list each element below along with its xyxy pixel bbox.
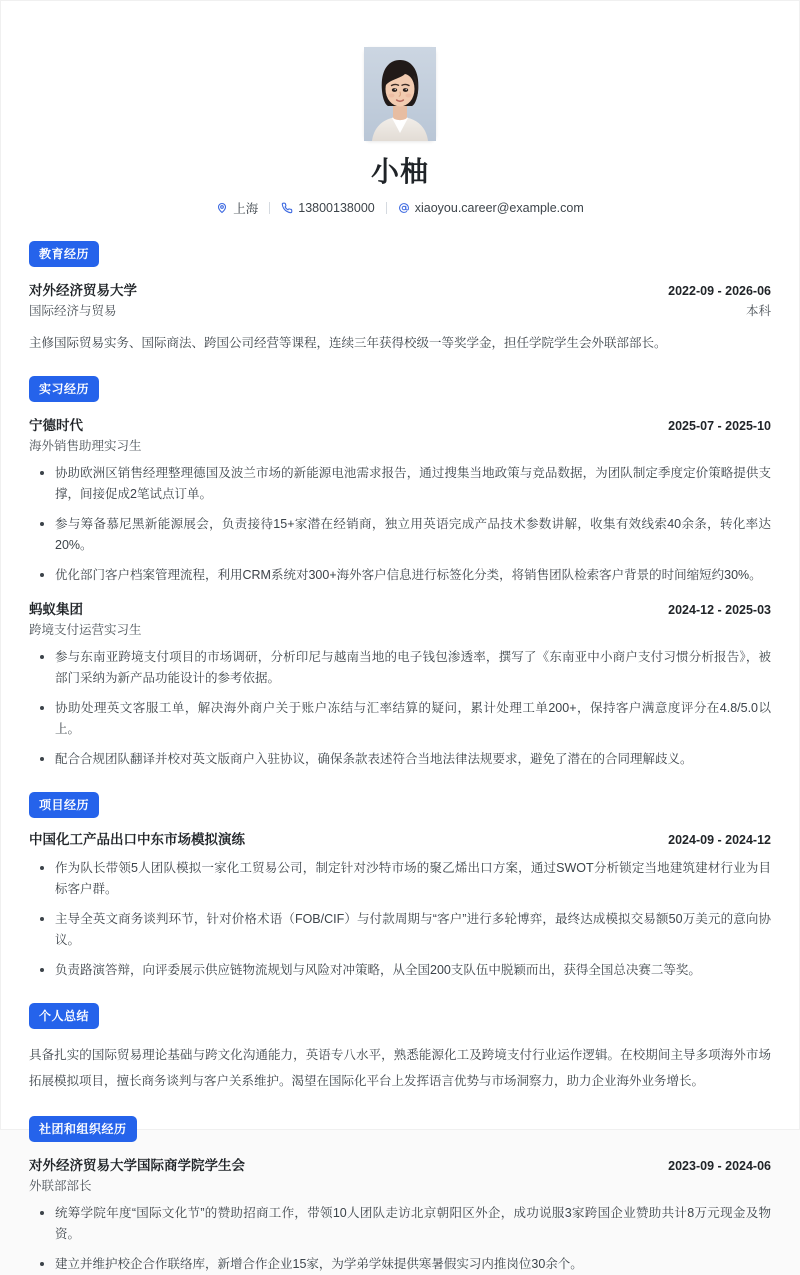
section-organizations <box>29 1116 771 1275</box>
contact-email-text: xiaoyou.career@example.com <box>414 201 584 215</box>
list-item: 参与筹备慕尼黑新能源展会，负责接待15+家潜在经销商，独立用英语完成产品技术参数讲解，收集有效线索40余条，转化率达20%。 <box>29 514 771 556</box>
list-item: 负责路演答辩，向评委展示供应链物流规划与风险对冲策略，从全国200支队伍中脱颖而出，获得全国总决赛二等奖。 <box>29 960 771 981</box>
entry-sub <box>29 1177 771 1195</box>
section-badge-education: 教育经历 <box>29 241 99 267</box>
entry-date: 2024-09 - 2024-12 <box>668 833 771 847</box>
email-at-icon <box>398 202 410 214</box>
entry-role: 国际经济与贸易 <box>29 304 117 318</box>
list-item: 建立并维护校企合作联络库，新增合作企业15家，为学弟学妹提供寒暑假实习内推岗位30余个。 <box>29 1254 771 1275</box>
candidate-name: 小柚 <box>370 156 429 187</box>
entry-role: 海外销售助理实习生 <box>29 439 142 453</box>
entry-head <box>29 281 771 301</box>
entry-role: 跨境支付运营实习生 <box>29 623 142 637</box>
resume-header <box>29 1 771 217</box>
list-item: 协助处理英文客服工单，解决海外商户关于账户冻结与汇率结算的疑问，累计处理工单200+，保持客户满意度评分在4.8/5.0以上。 <box>29 698 771 740</box>
entry-date: 2023-09 - 2024-06 <box>668 1159 771 1173</box>
list-item: 统筹学院年度“国际文化节”的赞助招商工作，带领10人团队走访北京朝阳区外企，成功说服3家跨国企业赞助共计8万元现金及物资。 <box>29 1203 771 1245</box>
avatar-wrapper <box>29 47 771 141</box>
entry-project-0 <box>29 830 771 981</box>
list-item: 优化部门客户档案管理流程，利用CRM系统对300+海外客户信息进行标签化分类，将销售团队检索客户背景的时间缩短约30%。 <box>29 565 771 586</box>
list-item: 主导全英文商务谈判环节，针对价格术语（FOB/CIF）与付款周期与“客户”进行多轮博弈，最终达成模拟交易额50万美元的意向协议。 <box>29 909 771 951</box>
section-badge-internship: 实习经历 <box>29 376 99 402</box>
section-summary <box>29 1003 771 1094</box>
entry-internship-1 <box>29 600 771 770</box>
contact-location-text: 上海 <box>233 202 259 216</box>
entry-title: 中国化工产品出口中东市场模拟演练 <box>29 832 245 847</box>
avatar <box>364 47 436 141</box>
bullet-list <box>29 1203 771 1275</box>
section-projects <box>29 792 771 981</box>
entry-head <box>29 1156 771 1176</box>
section-badge-projects: 项目经历 <box>29 792 99 818</box>
entry-internship-0 <box>29 416 771 586</box>
contact-row <box>29 199 771 217</box>
entry-date: 2025-07 - 2025-10 <box>668 419 771 433</box>
entry-sub <box>29 621 771 639</box>
contact-phone <box>270 201 385 215</box>
section-internship <box>29 376 771 770</box>
phone-icon <box>281 202 293 214</box>
entry-sub <box>29 302 771 320</box>
entry-head <box>29 416 771 436</box>
list-item: 配合合规团队翻译并校对英文版商户入驻协议，确保条款表述符合当地法律法规要求，避免了潜在的合同理解歧义。 <box>29 749 771 770</box>
list-item: 协助欧洲区销售经理整理德国及波兰市场的新能源电池需求报告，通过搜集当地政策与竞品数据，为团队制定季度定价策略提供支撑，间接促成2笔试点订单。 <box>29 463 771 505</box>
contact-location <box>205 199 269 217</box>
entry-title: 对外经济贸易大学 <box>29 283 137 298</box>
entry-paragraph: 主修国际贸易实务、国际商法、跨国公司经营等课程，连续三年获得校级一等奖学金，担任学院学生会外联部部长。 <box>29 336 667 350</box>
entry-date: 2022-09 - 2026-06 <box>668 284 771 298</box>
entry-title: 对外经济贸易大学国际商学院学生会 <box>29 1158 245 1173</box>
list-item: 参与东南亚跨境支付项目的市场调研，分析印尼与越南当地的电子钱包渗透率，撰写了《东南亚中小商户支付习惯分析报告》，被部门采纳为新产品功能设计的参考依据。 <box>29 647 771 689</box>
list-item: 作为队长带领5人团队模拟一家化工贸易公司，制定针对沙特市场的聚乙烯出口方案，通过SWOT分析锁定当地建筑建材行业为目标客户群。 <box>29 858 771 900</box>
section-badge-summary: 个人总结 <box>29 1003 99 1029</box>
location-pin-icon <box>216 202 228 214</box>
bullet-list <box>29 647 771 770</box>
summary-paragraph: 具备扎实的国际贸易理论基础与跨文化沟通能力，英语专八水平，熟悉能源化工及跨境支付行业运作逻辑。在校期间主导多项海外市场拓展模拟项目，擅长商务谈判与客户关系维护。渴望在国际化平台上发挥语言优势与市场洞察力，助力企业海外业务增长。 <box>29 1048 771 1088</box>
bullet-list <box>29 463 771 586</box>
section-badge-organizations: 社团和组织经历 <box>29 1116 137 1142</box>
entry-title: 蚂蚁集团 <box>29 602 83 617</box>
section-education <box>29 241 771 354</box>
entry-head <box>29 600 771 620</box>
entry-role: 外联部部长 <box>29 1179 92 1193</box>
contact-email <box>387 201 595 215</box>
entry-date: 2024-12 - 2025-03 <box>668 603 771 617</box>
entry-degree: 本科 <box>745 304 771 318</box>
entry-sub <box>29 437 771 455</box>
entry-title: 宁德时代 <box>29 418 83 433</box>
entry-education-0 <box>29 281 771 354</box>
entry-head <box>29 830 771 850</box>
bullet-list <box>29 858 771 981</box>
entry-organization-0 <box>29 1156 771 1275</box>
contact-phone-text: 13800138000 <box>298 201 375 215</box>
